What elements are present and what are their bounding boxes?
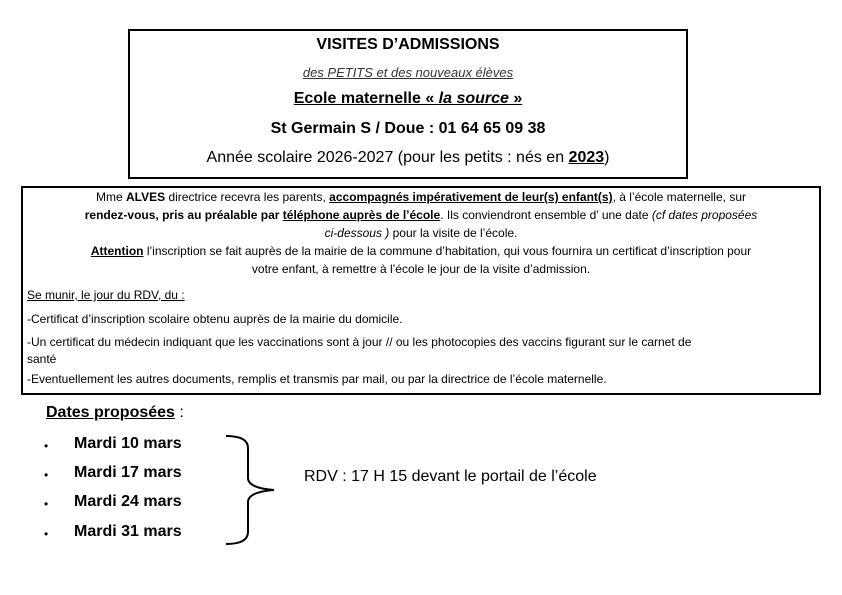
city-phone: St Germain S / Doue : 01 64 65 09 38 <box>270 120 546 137</box>
school-suffix: » <box>508 90 523 107</box>
info-line-2 <box>27 207 815 225</box>
director-name: ALVES <box>125 190 166 204</box>
info-text: pour la visite de l’école. <box>389 226 518 240</box>
info-text: . Ils conviendront ensemble d’ une date <box>440 208 652 222</box>
date-label: Mardi 31 mars <box>74 523 182 540</box>
bullet-icon: • <box>44 497 49 511</box>
accompanied-notice: accompagnés impérativement de leur(s) enfant(s) <box>329 190 613 204</box>
info-line-1 <box>27 189 815 207</box>
date-label: Mardi 17 mars <box>74 464 182 481</box>
curly-brace-icon <box>224 434 284 546</box>
date-label: Mardi 24 mars <box>74 493 182 510</box>
page-title: VISITES D’ADMISSIONS <box>316 36 500 53</box>
school-year-text: Année scolaire 2026-2027 (pour les petits : nés en <box>206 149 569 166</box>
school-name: la source <box>438 90 509 107</box>
bring-item-cont: santé <box>27 352 57 366</box>
info-italic: (cf dates proposées <box>651 208 758 222</box>
school-name-line <box>130 90 686 108</box>
info-text: directrice recevra les parents, <box>165 190 330 204</box>
dates-heading <box>46 404 184 422</box>
subtitle: des PETITS et des nouveaux élèves <box>302 65 514 80</box>
attention-label: Attention <box>90 244 144 258</box>
info-line-3 <box>27 225 815 243</box>
phone-notice: téléphone auprès de l’école <box>282 208 441 222</box>
info-box <box>21 186 821 395</box>
info-text: Mme <box>95 190 126 204</box>
bullet-icon: • <box>44 439 49 453</box>
school-year-end: ) <box>604 149 610 166</box>
bullet-icon: • <box>44 527 49 541</box>
dates-title: Dates proposées <box>46 404 175 421</box>
dates-title-suffix: : <box>174 404 184 421</box>
bullet-icon: • <box>44 468 49 482</box>
bring-item: -Certificat d’inscription scolaire obtenu auprès de la mairie du domicile. <box>27 312 403 326</box>
rdv-info: RDV : 17 H 15 devant le portail de l’école <box>304 468 597 485</box>
bring-item: -Eventuellement les autres documents, remplis et transmis par mail, ou par la directrice de l’école maternelle. <box>27 372 607 386</box>
info-italic: ci-dessous ) <box>324 226 390 240</box>
header-box <box>128 29 688 179</box>
school-prefix: Ecole maternelle « <box>293 90 439 107</box>
info-line-5: votre enfant, à remettre à l’école le jour de la visite d’admission. <box>251 262 591 276</box>
info-line-4 <box>27 243 815 261</box>
birth-year: 2023 <box>568 149 605 166</box>
bring-heading: Se munir, le jour du RDV, du : <box>27 288 185 302</box>
info-text: , à l’école maternelle, sur <box>612 190 746 204</box>
bring-item: -Un certificat du médecin indiquant que les vaccinations sont à jour // ou les photocopies des vaccins figurant sur le carnet de <box>27 335 692 349</box>
school-year <box>130 149 686 167</box>
appointment-text: rendez-vous, pris au préalable par <box>84 208 283 222</box>
date-label: Mardi 10 mars <box>74 435 182 452</box>
info-text: l’inscription se fait auprès de la mairie de la commune d’habitation, qui vous fournira un certificat d’inscription pour <box>143 244 752 258</box>
